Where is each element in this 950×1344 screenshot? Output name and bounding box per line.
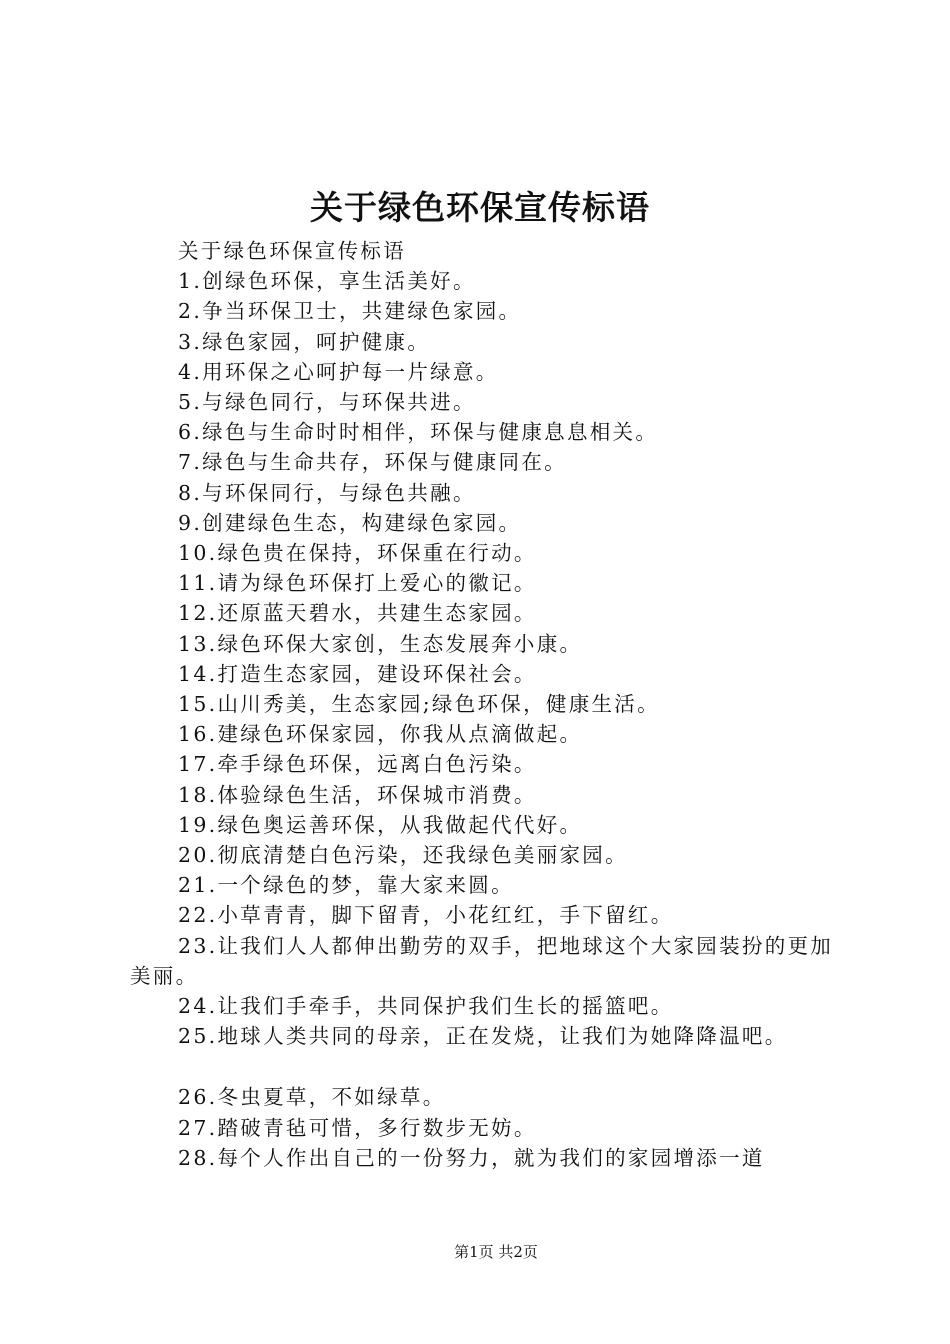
slogan-item: 12.还原蓝天碧水，共建生态家园。 [178,601,537,626]
slogan-item: 18.体验绿色生活，环保城市消费。 [178,782,537,807]
slogan-item: 23.让我们人人都伸出勤劳的双手，把地球这个大家园装扮的更加美丽。 [130,933,834,988]
slogan-item: 20.彻底清楚白色污染，还我绿色美丽家园。 [178,843,628,868]
slogan-item: 6.绿色与生命时时相伴，环保与健康息息相关。 [178,420,659,445]
document-body [130,236,850,1173]
slogan-item: 13.绿色环保大家创，生态发展奔小康。 [178,631,583,656]
slogan-item: 22.小草青青，脚下留青，小花红红，手下留红。 [178,903,674,928]
slogan-item: 8.与环保同行，与绿色共融。 [178,480,476,505]
page-footer: 第1页 共2页 [454,1243,538,1261]
slogan-item: 4.用环保之心呵护每一片绿意。 [178,359,499,384]
document-title: 关于绿色环保宣传标语 [310,188,650,227]
slogan-item: 2.争当环保卫士，共建绿色家园。 [178,299,522,324]
slogan-item: 24.让我们手牵手，共同保护我们生长的摇篮吧。 [178,994,674,1019]
slogan-item: 28.每个人作出自己的一份努力，就为我们的家园增添一道 [178,1145,765,1170]
slogan-item: 25.地球人类共同的母亲，正在发烧，让我们为她降降温吧。 [178,1024,788,1049]
slogan-item: 3.绿色家园，呵护健康。 [178,329,431,354]
paragraph: 关于绿色环保宣传标语 [178,239,406,263]
slogan-item: 10.绿色贵在保持，环保重在行动。 [178,541,537,566]
slogan-item: 21.一个绿色的梦，靠大家来圆。 [178,873,514,898]
slogan-item: 14.打造生态家园，建设环保社会。 [178,661,537,686]
slogan-item: 16.建绿色环保家园，你我从点滴做起。 [178,722,583,747]
slogan-item: 17.牵手绿色环保，远离白色污染。 [178,752,537,777]
slogan-item: 19.绿色奥运善环保，从我做起代代好。 [178,812,583,837]
slogan-item: 1.创绿色环保，享生活美好。 [178,269,476,294]
slogan-item: 15.山川秀美，生态家园;绿色环保，健康生活。 [178,692,660,717]
blank-line [130,1051,850,1082]
slogan-item: 7.绿色与生命共存，环保与健康同在。 [178,450,567,475]
slogan-item: 11.请为绿色环保打上爱心的徽记。 [178,571,537,596]
slogan-item: 5.与绿色同行，与环保共进。 [178,390,476,415]
slogan-item: 27.踏破青毡可惜，多行数步无妨。 [178,1115,537,1140]
slogan-item: 26.冬虫夏草，不如绿草。 [178,1085,446,1110]
slogan-item: 9.创建绿色生态，构建绿色家园。 [178,510,522,535]
